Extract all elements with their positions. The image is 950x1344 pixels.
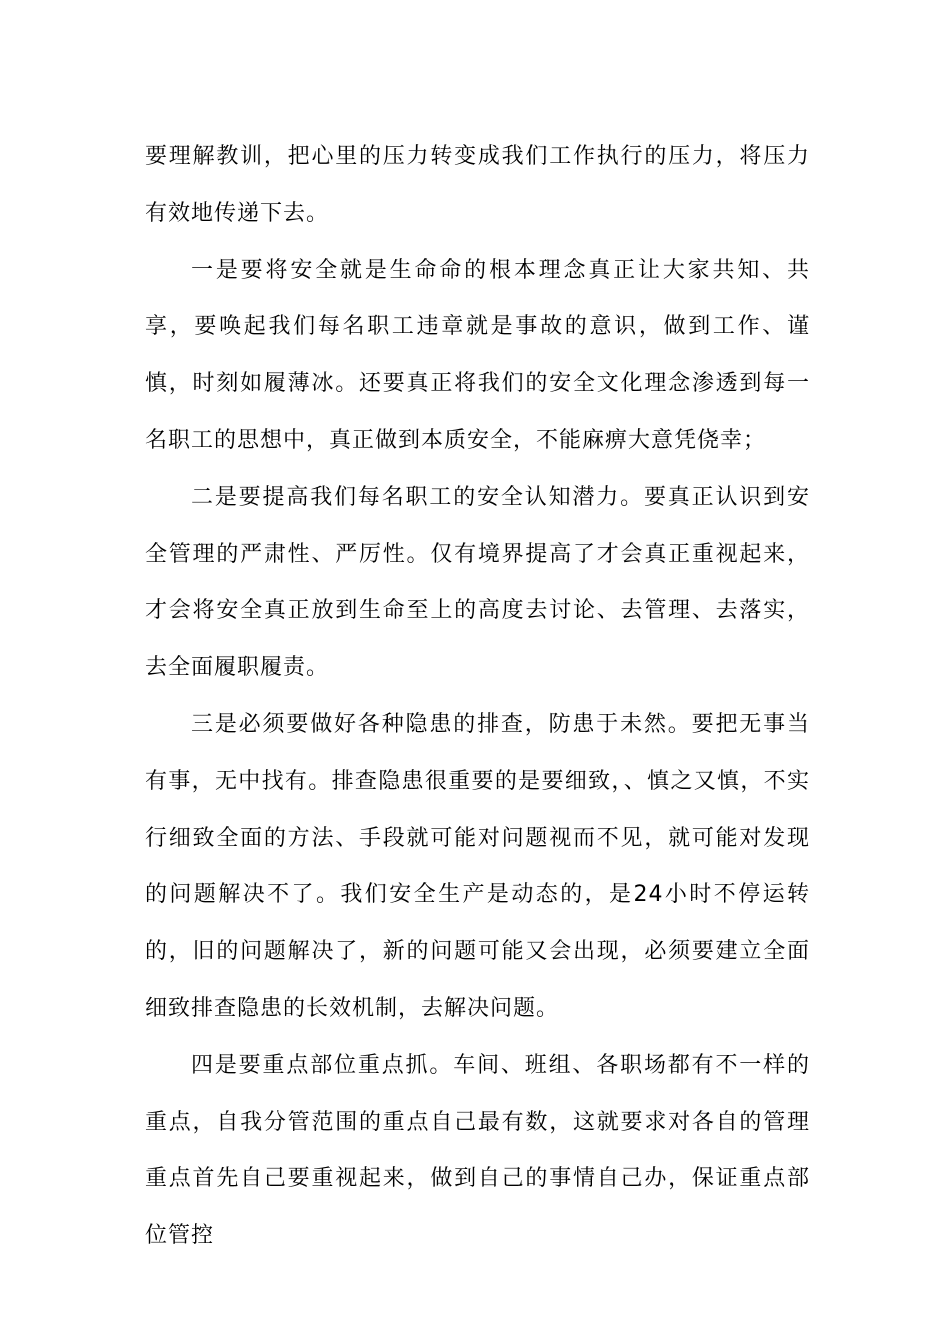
paragraph-3: 二是要提高我们每名职工的安全认知潜力。要真正认识到安全管理的严肃性、严厉性。仅有境界提高了才会真正重视起来，才会将安全真正放到生命至上的高度去讨论、去管理、去落实，去全面履职履责。: [145, 484, 810, 681]
paragraph-2: 一是要将安全就是生命命的根本理念真正让大家共知、共享，要唤起我们每名职工违章就是事故的意识，做到工作、谨慎，时刻如履薄冰。还要真正将我们的安全文化理念渗透到每一名职工的思想中，真正做到本质安全，不能麻痹大意凭侥幸；: [145, 257, 810, 453]
document-body: [145, 129, 810, 1265]
paragraph-4: 三是必须要做好各种隐患的排查，防患于未然。要把无事当有事，无中找有。排查隐患很重要的是要细致，、慎之又慎，不实行细致全面的方法、手段就可能对问题视而不见，就可能对发现的问题解决不了。我们安全生产是动态的，是24小时不停运转的，旧的问题解决了，新的问题可能又会出现，必须要建立全面细致排查隐患的长效机制，去解决问题。: [145, 711, 810, 1021]
paragraph-5: 四是要重点部位重点抓。车间、班组、各职场都有不一样的重点，自我分管范围的重点自己最有数，这就要求对各自的管理重点首先自己要重视起来，做到自己的事情自己办，保证重点部位管控: [145, 1052, 810, 1249]
paragraph-1: 要理解教训，把心里的压力转变成我们工作执行的压力，将压力有效地传递下去。: [145, 144, 810, 226]
